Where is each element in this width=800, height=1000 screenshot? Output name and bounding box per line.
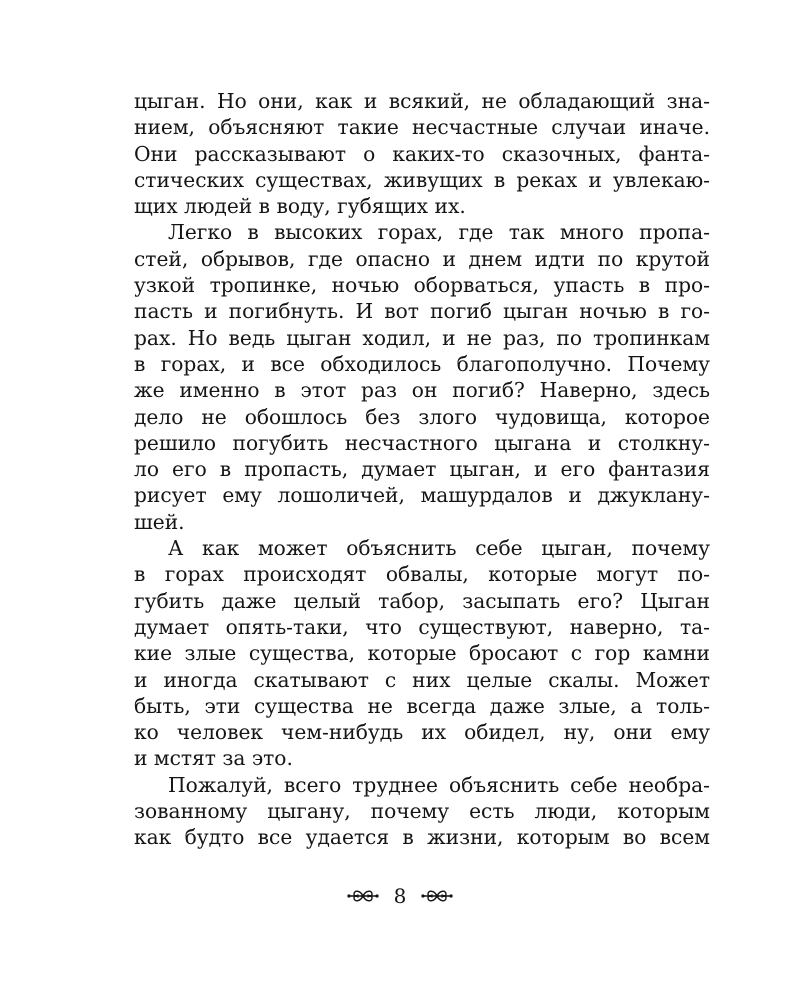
text-line: Легко в высоких горах, где так много пропа-: [168, 220, 710, 245]
text-line: нием, объясняют такие несчастные случаи иначе.: [134, 115, 710, 140]
text-line: щих людей в воду, губящих их.: [134, 194, 466, 219]
text-line: Пожалуй, всего труднее объяснить себе необра-: [168, 772, 710, 797]
text-line: стических существах, живущих в реках и увлекаю-: [134, 167, 710, 192]
flourish-ornament-icon-left: [346, 885, 380, 907]
text-line: быть, эти существа не всегда даже злые, а толь-: [134, 693, 710, 718]
text-line: рах. Но ведь цыган ходил, и не раз, по тропинкам: [134, 325, 710, 350]
text-line: пасть и погибнуть. И вот погиб цыган ночью в го-: [134, 299, 710, 324]
text-line: Они рассказывают о каких-то сказочных, фанта-: [134, 141, 710, 166]
text-line: кие злые существа, которые бросают с гор камни: [134, 641, 710, 666]
text-line: и иногда скатывают с них целые скалы. Может: [134, 667, 710, 692]
text-line: думает опять-таки, что существуют, наверно, та-: [134, 614, 710, 639]
text-line: как будто все удается в жизни, которым во всем: [134, 825, 710, 850]
text-line: ко человек чем-нибудь их обидел, ну, они ему: [134, 720, 710, 745]
text-line: ло его в пропасть, думает цыган, и его фантазия: [134, 457, 710, 482]
body-text: [134, 88, 710, 851]
text-line: губить даже целый табор, засыпать его? Цыган: [134, 588, 710, 613]
text-line: в горах происходят обвалы, которые могут по-: [134, 562, 710, 587]
flourish-ornament-icon-right: [420, 885, 454, 907]
text-line: решило погубить несчастного цыгана и столкну-: [134, 430, 710, 455]
page-number: 8: [393, 884, 407, 908]
text-line: стей, обрывов, где опасно и днем идти по крутой: [134, 246, 710, 271]
text-line: зованному цыгану, почему есть люди, которым: [134, 799, 710, 824]
text-line: дело не обошлось без злого чудовища, которое: [134, 404, 710, 429]
text-line: шей.: [134, 509, 185, 534]
text-line: А как может объяснить себе цыган, почему: [168, 536, 710, 561]
page-footer: [0, 879, 800, 913]
text-line: узкой тропинке, ночью оборваться, упасть в про-: [134, 273, 710, 298]
text-line: и мстят за это.: [134, 746, 293, 771]
text-line: в горах, и все обходилось благополучно. Почему: [134, 351, 710, 376]
text-line: же именно в этот раз он погиб? Наверно, здесь: [134, 378, 710, 403]
text-line: цыган. Но они, как и всякий, не обладающий зна-: [134, 89, 710, 113]
text-line: рисует ему лошоличей, машурдалов и джуклану-: [134, 483, 710, 508]
